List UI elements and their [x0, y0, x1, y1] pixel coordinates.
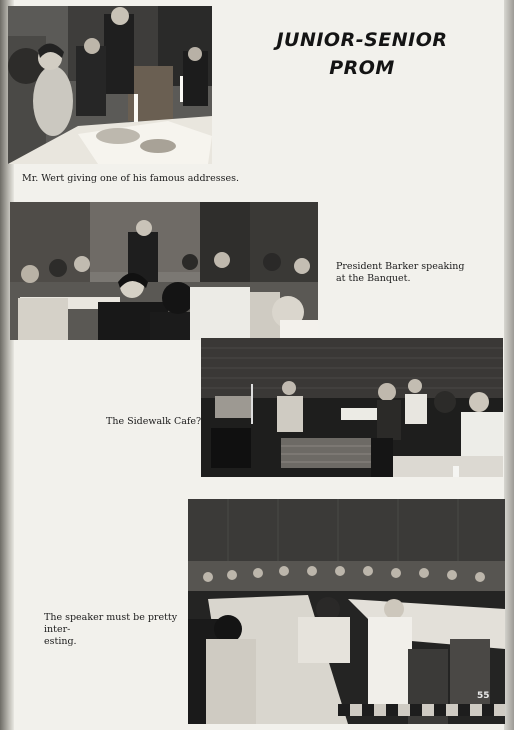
caption-photo-2-line-1: President Barker speaking	[336, 261, 465, 272]
caption-photo-1: Mr. Wert giving one of his famous addresses.	[22, 173, 239, 184]
title-line-1: JUNIOR-SENIOR	[276, 29, 448, 51]
photo-dining-hall	[188, 499, 505, 724]
page-edge	[504, 0, 514, 730]
photo-speaker-podium	[8, 6, 212, 164]
photo-president-speaking	[10, 202, 318, 340]
caption-photo-4-line-2: esting.	[44, 636, 77, 647]
caption-photo-3: The Sidewalk Cafe?	[106, 416, 202, 427]
photo-sidewalk-cafe	[201, 338, 503, 477]
page-title	[262, 26, 462, 82]
page-number: 55	[477, 691, 490, 701]
caption-photo-4-line-1: The speaker must be pretty inter-	[44, 612, 178, 635]
caption-photo-2	[336, 261, 486, 285]
caption-photo-4	[44, 612, 194, 648]
title-line-2: PROM	[329, 57, 395, 79]
caption-photo-2-line-2: at the Banquet.	[336, 273, 411, 284]
